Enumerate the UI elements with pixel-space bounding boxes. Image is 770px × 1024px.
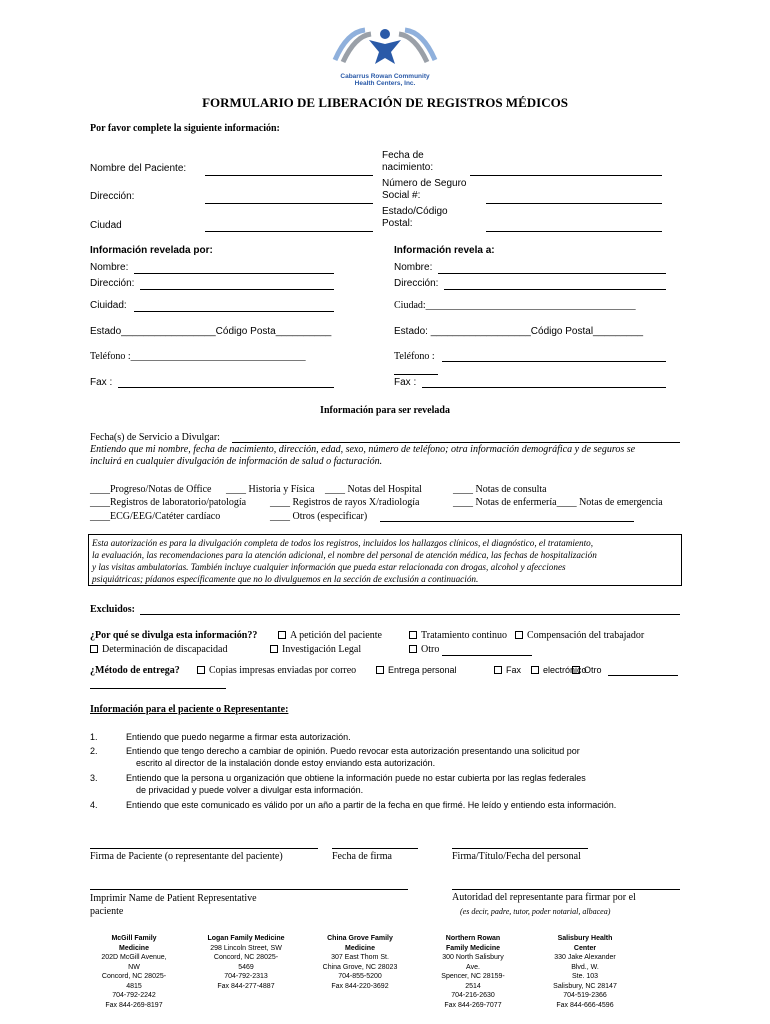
logo-icon bbox=[325, 26, 445, 68]
authority-note: (es decir, padre, tutor, poder notarial, albacea) bbox=[460, 907, 611, 916]
checkbox-icon[interactable] bbox=[515, 631, 523, 639]
released-to-fax-label: Fax : bbox=[394, 377, 417, 388]
record-history[interactable]: ____ Historia y Física bbox=[226, 484, 315, 495]
delivery-other-field-2[interactable] bbox=[90, 688, 226, 689]
rep-item-3-num: 3. bbox=[90, 773, 98, 783]
released-to-fax-field[interactable] bbox=[422, 387, 666, 388]
checkbox-icon[interactable] bbox=[376, 666, 384, 674]
authorization-line-1: Esta autorización es para la divulgación completa de todos los registros, incluidos los hallazgos clínicos, el diagnóstico, el tratamiento, bbox=[92, 538, 594, 548]
released-by-name-label: Nombre: bbox=[90, 262, 129, 273]
record-nursing-emergency[interactable]: ____ Notas de enfermería____ Notas de emergencia bbox=[453, 497, 663, 508]
released-by-fax-label: Fax : bbox=[90, 377, 113, 388]
released-by-heading: Información revelada por: bbox=[90, 245, 213, 256]
why-legal[interactable]: Investigación Legal bbox=[270, 644, 361, 655]
dates-field[interactable] bbox=[232, 442, 680, 443]
staff-signature-label: Firma/Título/Fecha del personal bbox=[452, 851, 581, 862]
excluded-field[interactable] bbox=[140, 614, 680, 615]
released-to-phone-field[interactable] bbox=[442, 361, 666, 362]
record-ecg[interactable]: ____ECG/EEG/Catéter cardíaco bbox=[90, 511, 221, 522]
rep-item-3-text-2: de privacidad y puede volver a divulgar esta información. bbox=[136, 785, 364, 795]
authority-line[interactable] bbox=[452, 889, 680, 890]
checkbox-icon[interactable] bbox=[278, 631, 286, 639]
why-other[interactable]: Otro bbox=[409, 644, 439, 655]
excluded-label: Excluidos: bbox=[90, 604, 136, 615]
record-lab[interactable]: ____Registros de laboratorio/patología bbox=[90, 497, 247, 508]
checkbox-icon[interactable] bbox=[409, 631, 417, 639]
state-zip-label: Estado/Código Postal: bbox=[382, 206, 448, 229]
why-disability[interactable]: Determinación de discapacidad bbox=[90, 644, 228, 655]
released-to-phone-label: Teléfono : bbox=[394, 351, 435, 362]
checkbox-icon[interactable] bbox=[572, 666, 580, 674]
patient-rep-heading: Información para el paciente o Representante: bbox=[90, 704, 289, 715]
record-hospital-notes[interactable]: ____ Notas del Hospital bbox=[325, 484, 422, 495]
why-workers-comp[interactable]: Compensación del trabajador bbox=[515, 630, 644, 641]
logo-org-line2: Health Centers, Inc. bbox=[354, 80, 416, 87]
rep-item-4-num: 4. bbox=[90, 800, 98, 810]
delivery-other[interactable]: Otro bbox=[572, 665, 602, 675]
patient-signature-label: Firma de Paciente (o representante del paciente) bbox=[90, 851, 283, 862]
patient-signature-line[interactable] bbox=[90, 848, 318, 849]
record-other-field[interactable] bbox=[380, 521, 634, 522]
released-to-name-field[interactable] bbox=[438, 273, 666, 274]
rep-item-3-text-1: Entiendo que la persona u organización que obtiene la información puede no estar cubierta por las reglas federales bbox=[126, 773, 586, 783]
footer-mcgill: McGill Family Medicine 202D McGill Avenue, NW Concord, NC 28025- 4815 704-792-2242 Fax 844-269-8197 bbox=[101, 935, 167, 1009]
why-question: ¿Por qué se divulga esta información?? bbox=[90, 630, 258, 641]
record-consult[interactable]: ____ Notas de consulta bbox=[453, 484, 547, 495]
released-by-phone[interactable]: Teléfono :___________________________________ bbox=[90, 351, 306, 362]
ssn-label: Número de Seguro Social #: bbox=[382, 178, 467, 201]
patient-city-field[interactable] bbox=[205, 231, 373, 232]
delivery-electronic[interactable]: electrónico bbox=[531, 665, 587, 675]
patient-address-label: Dirección: bbox=[90, 191, 135, 202]
record-xray[interactable]: ____ Registros de rayos X/radiología bbox=[270, 497, 420, 508]
dates-label: Fecha(s) de Servicio a Divulgar: bbox=[90, 432, 220, 443]
patient-name-label: Nombre del Paciente: bbox=[90, 163, 187, 174]
print-name-label: Imprimir Name de Patient Representative paciente bbox=[90, 893, 257, 917]
checkbox-icon[interactable] bbox=[90, 645, 98, 653]
info-heading: Información para ser revelada bbox=[320, 405, 450, 416]
record-progress-notes[interactable]: ____Progreso/Notas de Office bbox=[90, 484, 212, 495]
state-zip-field[interactable] bbox=[486, 231, 662, 232]
checkbox-icon[interactable] bbox=[409, 645, 417, 653]
date-signature-label: Fecha de firma bbox=[332, 851, 392, 862]
delivery-mail[interactable]: Copias impresas enviadas por correo bbox=[197, 665, 356, 676]
released-to-address-field[interactable] bbox=[444, 289, 666, 290]
dob-field[interactable] bbox=[470, 175, 662, 176]
checkbox-icon[interactable] bbox=[494, 666, 502, 674]
released-by-state[interactable]: Estado_________________Código Posta__________ bbox=[90, 326, 332, 337]
why-continued-treatment[interactable]: Tratamiento continuo bbox=[409, 630, 507, 641]
checkbox-icon[interactable] bbox=[197, 666, 205, 674]
why-other-field[interactable] bbox=[442, 655, 532, 656]
instructions: Por favor complete la siguiente información: bbox=[90, 123, 280, 134]
authority-label: Autoridad del representante para firmar por el bbox=[452, 892, 636, 903]
footer-northern-rowan: Northern Rowan Family Medicine 300 North Salisbury Ave. Spencer, NC 28159- 2514 704-216-2630 Fax 844-269-7077 bbox=[441, 935, 505, 1009]
released-to-state[interactable]: Estado: __________________Código Postal_________ bbox=[394, 326, 644, 337]
form-title: FORMULARIO DE LIBERACIÓN DE REGISTROS MÉDICOS bbox=[202, 95, 568, 110]
released-to-city[interactable]: Ciudad:__________________________________________ bbox=[394, 300, 636, 311]
rep-item-2-num: 2. bbox=[90, 746, 98, 756]
authorization-line-4: psiquiátricas; pídanos específicamente que no lo divulguemos en la sección de exclusión a continuación. bbox=[92, 574, 479, 584]
released-to-address-label: Dirección: bbox=[394, 278, 439, 289]
rep-item-1-num: 1. bbox=[90, 732, 98, 742]
released-by-fax-field[interactable] bbox=[118, 387, 334, 388]
logo-org-line1: Cabarrus Rowan Community bbox=[340, 73, 430, 80]
checkbox-icon[interactable] bbox=[270, 645, 278, 653]
released-by-city-label: Ciuidad: bbox=[90, 300, 127, 311]
authorization-line-2: la evaluación, las recomendaciones para la atención adicional, el nombre del personal de atención médica, las fechas de hospitalización bbox=[92, 550, 597, 560]
delivery-personal[interactable]: Entrega personal bbox=[376, 665, 457, 675]
delivery-other-field[interactable] bbox=[608, 675, 678, 676]
checkbox-icon[interactable] bbox=[531, 666, 539, 674]
footer-china-grove: China Grove Family Medicine 307 East Thom St. China Grove, NC 28023 704-855-5200 Fax 844-220-3692 bbox=[322, 935, 398, 990]
rep-item-1-text: Entiendo que puedo negarme a firmar esta autorización. bbox=[126, 732, 351, 742]
released-by-name-field[interactable] bbox=[134, 273, 334, 274]
dates-note-1: Entiendo que mi nombre, fecha de nacimiento, dirección, edad, sexo, número de teléfono; otra información demográfica y de seguros se bbox=[90, 444, 636, 455]
dates-note-2: incluirá en cualquier divulgación de información de salud o facturación. bbox=[90, 456, 383, 467]
rep-item-2-text-2: escrito al director de la instalación donde estoy enviando esta autorización. bbox=[136, 758, 436, 768]
rep-item-4-text: Entiendo que este comunicado es válido por un año a partir de la fecha en que firmé. He leído y entiendo esta información. bbox=[126, 800, 617, 810]
why-row-1 bbox=[90, 630, 257, 641]
delivery-fax[interactable]: Fax bbox=[494, 665, 521, 675]
delivery-question: ¿Método de entrega? bbox=[90, 665, 180, 676]
released-by-city-field[interactable] bbox=[134, 311, 334, 312]
authorization-box bbox=[88, 534, 682, 586]
rep-item-2-text-1: Entiendo que tengo derecho a cambiar de opinión. Puedo revocar esta autorización presentando una solicitud por bbox=[126, 746, 580, 756]
record-other[interactable]: ____ Otros (especificar) bbox=[270, 511, 368, 522]
footer-salisbury: Salisbury Health Center 330 Jake Alexander Blvd., W. Ste. 103 Salisbury, NC 28147 704-519-2366 Fax 844-666-4596 bbox=[553, 935, 617, 1009]
released-to-name-label: Nombre: bbox=[394, 262, 433, 273]
date-signature-line[interactable] bbox=[332, 848, 418, 849]
released-to-heading: Información revela a: bbox=[394, 245, 495, 256]
dob-label: Fecha de nacimiento: bbox=[382, 150, 434, 173]
released-by-address-label: Dirección: bbox=[90, 278, 135, 289]
authorization-line-3: y las visitas ambulatorias. También incluye cualquier información que pueda estar relacionada con drogas, alcohol y afecciones bbox=[92, 562, 566, 572]
released-by-address-field[interactable] bbox=[140, 289, 334, 290]
ssn-field[interactable] bbox=[486, 203, 662, 204]
staff-signature-line[interactable] bbox=[452, 848, 588, 849]
logo bbox=[325, 26, 445, 87]
patient-name-field[interactable] bbox=[205, 175, 373, 176]
print-name-line[interactable] bbox=[90, 889, 408, 890]
released-to-phone-field-2[interactable] bbox=[394, 374, 438, 375]
why-patient-request[interactable]: A petición del paciente bbox=[278, 630, 382, 641]
patient-city-label: Ciudad bbox=[90, 220, 122, 231]
footer-logan: Logan Family Medicine 298 Lincoln Street, SW Concord, NC 28025- 5469 704-792-2313 Fax 844-277-4887 bbox=[207, 935, 285, 990]
patient-address-field[interactable] bbox=[205, 203, 373, 204]
